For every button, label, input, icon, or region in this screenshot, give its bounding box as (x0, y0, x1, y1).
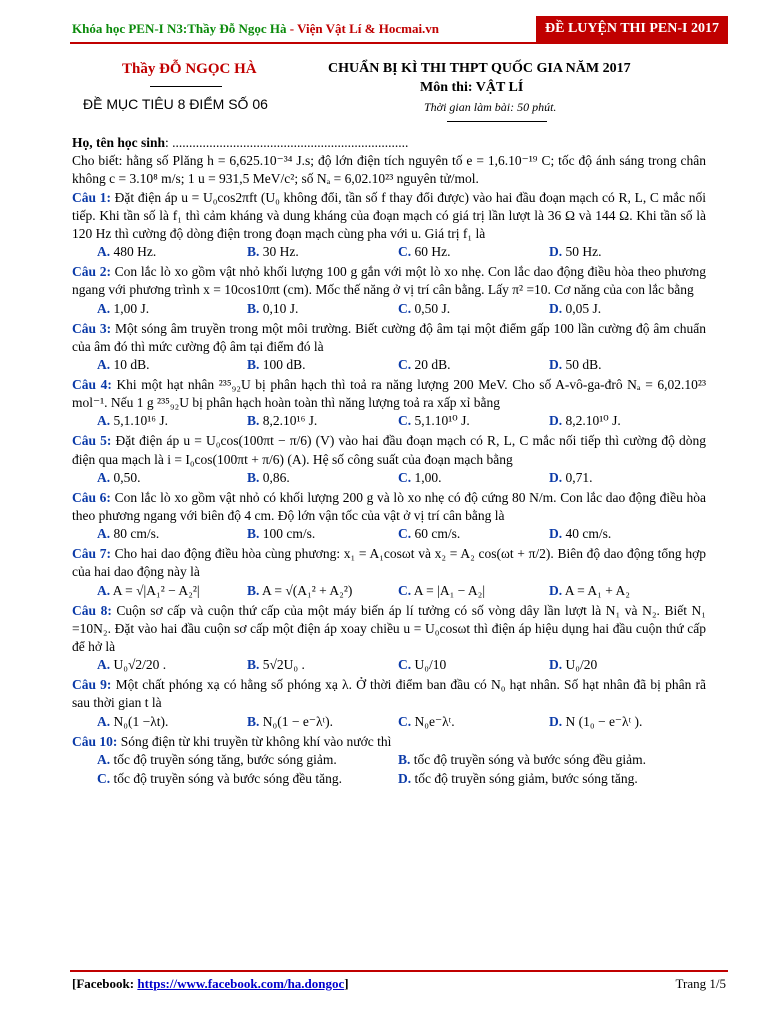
header-separator: - (286, 21, 298, 36)
option-letter: C. (398, 657, 412, 673)
answer-row (72, 469, 706, 488)
question (72, 489, 706, 525)
answer-option[interactable] (97, 356, 150, 374)
question (72, 263, 706, 299)
answer-row (72, 770, 706, 789)
answer-option[interactable] (398, 412, 470, 430)
option-letter: C. (398, 300, 412, 316)
answer-row (72, 356, 706, 375)
footer-rule (70, 970, 728, 972)
option-letter: B. (247, 300, 260, 316)
option-text: A = √(A₁² + A₂²) (262, 582, 353, 598)
answer-option[interactable] (97, 243, 156, 261)
option-text: N (1₀ − e⁻λᵗ ). (565, 713, 643, 729)
option-text: 60 Hz. (414, 244, 451, 260)
answer-option[interactable] (549, 582, 630, 600)
time-underline (447, 121, 547, 122)
teacher-title: Thầy ĐỖ NGỌC HÀ (122, 61, 257, 77)
option-letter: C. (398, 526, 412, 542)
answer-row (72, 300, 706, 319)
option-letter: A. (97, 582, 111, 598)
option-letter: A. (97, 526, 111, 542)
answer-option[interactable] (97, 469, 141, 487)
course-info (72, 21, 439, 37)
option-letter: C. (398, 713, 412, 729)
facebook-link[interactable]: https://www.facebook.com/ha.dongoc (137, 976, 345, 991)
page-number: Trang 1/5 (675, 976, 726, 991)
option-letter: A. (97, 244, 111, 260)
exam-title: CHUẨN BỊ KÌ THI THPT QUỐC GIA NĂM 2017 (328, 61, 631, 76)
question-text: Một sóng âm truyền trong một môi trường. Biết cường độ âm tại một điểm gấp 100 lần cường độ âm chuẩn của âm đó thì mức cường độ âm tại điểm đó là (72, 320, 706, 354)
question-label: Câu 4: (72, 377, 112, 393)
option-text: U₀/20 (565, 657, 598, 673)
answer-option[interactable] (549, 300, 601, 318)
option-letter: D. (549, 244, 563, 260)
option-text: 8,2.10¹⁶ J. (262, 413, 318, 429)
option-letter: B. (247, 657, 260, 673)
answer-row (72, 713, 706, 732)
answer-row (72, 412, 706, 431)
answer-option[interactable] (398, 770, 638, 788)
exam-time: Thời gian làm bài: 50 phút. (424, 100, 557, 114)
facebook-label: [Facebook: (72, 976, 138, 991)
option-letter: A. (97, 657, 111, 673)
course-name: Khóa học PEN-I N3: (72, 21, 188, 36)
teacher-underline (150, 86, 222, 87)
question-list (72, 189, 706, 789)
question-label: Câu 9: (72, 677, 112, 693)
question-text: Cuộn sơ cấp và cuộn thứ cấp của một máy biến áp lí tưởng có số vòng dây lần lượt là N₁ và N₂. Biết N₁ =10N₂. Đặt vào hai đầu cuộn sơ cấp một điện áp xoay chiều u = U₀cosωt thì điện áp hiệu dụng hai đầu cuộn thứ cấp để hở là (72, 602, 707, 655)
answer-option[interactable] (549, 713, 642, 731)
option-letter: B. (247, 413, 260, 429)
option-text: N₀e⁻λᵗ. (414, 713, 455, 729)
question-label: Câu 2: (72, 264, 111, 280)
answer-option[interactable] (549, 469, 593, 487)
answer-option[interactable] (398, 582, 485, 600)
option-text: 1,00 J. (113, 300, 150, 316)
answer-row (72, 582, 706, 601)
option-letter: C. (97, 770, 111, 786)
option-letter: B. (247, 357, 260, 373)
exam-banner: ĐỀ LUYỆN THI PEN-I 2017 (536, 16, 728, 42)
option-text: 5,1.10¹⁶ J. (113, 413, 169, 429)
question (72, 376, 706, 412)
option-text: 100 cm/s. (262, 526, 316, 542)
header-rule (70, 42, 728, 44)
option-text: 0,86. (262, 469, 290, 485)
option-text: 0,05 J. (565, 300, 602, 316)
option-letter: A. (97, 413, 111, 429)
option-text: tốc độ truyền sóng tăng, bước sóng giảm. (113, 751, 337, 767)
answer-row (72, 525, 706, 544)
student-name-blank: : ...................................................................... (165, 135, 409, 150)
answer-option[interactable] (247, 300, 298, 318)
option-letter: B. (247, 582, 260, 598)
question (72, 432, 706, 468)
answer-option[interactable] (97, 770, 342, 788)
option-text: tốc độ truyền sóng giảm, bước sóng tăng. (414, 770, 638, 786)
option-text: U₀/10 (414, 657, 447, 673)
answer-row (72, 243, 706, 262)
answer-option[interactable] (97, 713, 168, 731)
option-text: 30 Hz. (262, 244, 299, 260)
answer-option[interactable] (97, 656, 166, 674)
question (72, 189, 706, 244)
answer-option[interactable] (398, 525, 460, 543)
option-text: 1,00. (414, 469, 442, 485)
option-text: 50 dB. (565, 357, 602, 373)
option-letter: D. (549, 657, 563, 673)
exam-subject: Môn thi: VẬT LÍ (420, 80, 524, 95)
option-text: 8,2.10¹⁰ J. (565, 413, 621, 429)
answer-option[interactable] (97, 582, 200, 600)
option-letter: C. (398, 244, 412, 260)
option-text: tốc độ truyền sóng và bước sóng đều giảm. (413, 751, 647, 767)
question-text: Khi một hạt nhân ²³⁵₉₂U bị phân hạch thì toả ra năng lượng 200 MeV. Cho số A-vô-ga-đrô Nₐ = 6,02.10²³ mol⁻¹. Nếu 1 g ²³⁵₉₂U bị phân hạch hoàn toàn thì năng lượng toả ra xấp xỉ bằng (72, 377, 706, 411)
answer-option[interactable] (97, 412, 168, 430)
answer-option[interactable] (247, 243, 299, 261)
answer-option[interactable] (247, 713, 333, 731)
page-header (70, 16, 728, 46)
question (72, 602, 706, 657)
option-letter: D. (549, 526, 563, 542)
question-label: Câu 6: (72, 489, 111, 505)
question-text: Cho hai dao động điều hòa cùng phương: x₁ = A₁cosωt và x₂ = A₂ cos(ωt + π/2). Biên độ dao động tổng hợp của hai dao động này là (72, 546, 706, 580)
answer-option[interactable] (398, 713, 455, 731)
option-text: 20 dB. (414, 357, 451, 373)
option-letter: A. (97, 469, 111, 485)
facebook-close: ] (344, 976, 349, 991)
option-text: 5√2U₀ . (262, 657, 305, 673)
option-text: tốc độ truyền sóng và bước sóng đều tăng. (113, 770, 343, 786)
option-text: 80 cm/s. (113, 526, 160, 542)
answer-option[interactable] (97, 751, 337, 769)
question-text: Sóng điện từ khi truyền từ không khí vào nước thì (120, 733, 392, 749)
answer-option[interactable] (398, 751, 646, 769)
option-text: N₀(1 −λt). (113, 713, 169, 729)
answer-option[interactable] (247, 356, 306, 374)
option-text: 40 cm/s. (565, 526, 612, 542)
answer-row (72, 751, 706, 770)
answer-option[interactable] (247, 412, 317, 430)
option-letter: A. (97, 751, 111, 767)
answer-option[interactable] (549, 356, 602, 374)
answer-option[interactable] (549, 656, 597, 674)
option-text: 5,1.10¹⁰ J. (414, 413, 470, 429)
question (72, 676, 706, 712)
option-text: 50 Hz. (565, 244, 602, 260)
teacher-name: Thầy Đỗ Ngọc Hà (187, 21, 287, 36)
answer-option[interactable] (398, 469, 442, 487)
option-text: A = |A₁ − A₂| (413, 582, 486, 598)
exam-target: ĐỀ MỤC TIÊU 8 ĐIỂM SỐ 06 (83, 96, 268, 112)
answer-option[interactable] (247, 656, 305, 674)
answer-option[interactable] (398, 243, 451, 261)
answer-option[interactable] (398, 656, 446, 674)
question (72, 545, 706, 581)
org-name: Viện Vật Lí & Hocmai.vn (297, 21, 440, 36)
option-letter: C. (398, 469, 412, 485)
option-text: A = √|A₁² − A₂²| (112, 582, 200, 598)
exam-content (72, 134, 706, 789)
option-text: 480 Hz. (113, 244, 157, 260)
option-letter: B. (247, 469, 260, 485)
question-label: Câu 8: (72, 602, 112, 618)
answer-option[interactable] (247, 582, 352, 600)
option-letter: C. (398, 413, 412, 429)
option-letter: B. (247, 244, 260, 260)
option-letter: D. (549, 357, 563, 373)
question-text: Con lắc lò xo gồm vật nhỏ khối lượng 100 g gắn với một lò xo nhẹ. Con lắc dao động điều hòa theo phương ngang với phương trình x = 10cos10πt (cm). Mốc thế năng ở vị trí cân bằng. Lấy π² =10. Cơ năng của con lắc bằng (72, 264, 706, 298)
option-text: 100 dB. (262, 357, 306, 373)
option-text: U₀√2/20 . (113, 657, 167, 673)
answer-option[interactable] (549, 412, 621, 430)
answer-option[interactable] (549, 243, 602, 261)
question-text: Một chất phóng xạ có hằng số phóng xạ λ. Ở thời điểm ban đầu có N₀ hạt nhân. Số hạt nhân đã bị phân rã sau thời gian t là (72, 677, 706, 711)
answer-row (72, 656, 706, 675)
option-letter: D. (398, 770, 412, 786)
student-name-label: Họ, tên học sinh (72, 135, 166, 150)
answer-option[interactable] (97, 525, 159, 543)
option-letter: A. (97, 300, 111, 316)
answer-option[interactable] (549, 525, 611, 543)
footer-facebook (72, 976, 349, 992)
question-text: Con lắc lò xo gồm vật nhỏ có khối lượng 200 g và lò xo nhẹ có độ cứng 80 N/m. Con lắc dao động điều hòa theo phương ngang với biên độ 4 cm. Độ lớn vận tốc của vật ở vị trí cân bằng là (72, 489, 706, 524)
question-label: Câu 3: (72, 320, 112, 336)
option-text: 0,10 J. (262, 300, 299, 316)
answer-option[interactable] (398, 300, 450, 318)
option-letter: A. (97, 713, 111, 729)
option-text: 0,50 J. (414, 300, 451, 316)
question (72, 320, 706, 356)
option-letter: A. (97, 357, 111, 373)
question (72, 733, 706, 751)
answer-option[interactable] (398, 356, 451, 374)
option-letter: D. (549, 413, 563, 429)
question-label: Câu 7: (72, 546, 111, 562)
option-text: 0,71. (565, 469, 593, 485)
constants-text: Cho biết: hằng số Plăng h = 6,625.10⁻³⁴ J.s; độ lớn điện tích nguyên tố e = 1,6.10⁻¹⁹ C; tốc độ ánh sáng trong chân không c = 3.10⁸ m/s; 1 u = 931,5 MeV/c²; số Nₐ = 6,02.10²³ nguyên tử/mol. (72, 153, 706, 187)
option-letter: B. (398, 751, 411, 767)
question-text: Đặt điện áp u = U₀cos2πft (U₀ không đổi, tần số f thay đổi được) vào hai đầu đoạn mạch có R, L, C mắc nối tiếp. Khi tần số là f₁ thì cảm kháng và dung kháng của đoạn mạch có giá trị lần lượt là 36 Ω và 144 Ω. Khi tần số là 120 Hz thì cường độ dòng điện trong đoạn mạch cùng pha với u. Giá trị f₁ là (72, 189, 707, 242)
answer-option[interactable] (247, 525, 315, 543)
option-letter: C. (398, 357, 412, 373)
option-letter: D. (549, 469, 563, 485)
option-letter: D. (549, 582, 563, 598)
option-text: 0,50. (113, 469, 141, 485)
option-text: N₀(1 − e⁻λᵗ). (262, 713, 333, 729)
answer-option[interactable] (97, 300, 149, 318)
option-letter: D. (549, 300, 563, 316)
answer-option[interactable] (247, 469, 290, 487)
option-letter: C. (398, 582, 412, 598)
question-label: Câu 1: (72, 189, 111, 205)
option-letter: B. (247, 713, 260, 729)
option-text: 60 cm/s. (414, 526, 461, 542)
question-label: Câu 10: (72, 733, 118, 749)
question-label: Câu 5: (72, 433, 112, 449)
option-letter: B. (247, 526, 260, 542)
question-text: Đặt điện áp u = U₀cos(100πt − π/6) (V) vào hai đầu đoạn mạch có R, L, C mắc nối tiếp thì cường độ dòng điện qua mạch là i = I₀cos(100πt + π/6) (A). Hệ số công suất của đoạn mạch bằng (72, 433, 706, 467)
option-letter: D. (549, 713, 563, 729)
student-name-line (72, 134, 706, 152)
option-text: A = A₁ + A₂ (564, 582, 630, 598)
option-text: 10 dB. (113, 357, 150, 373)
